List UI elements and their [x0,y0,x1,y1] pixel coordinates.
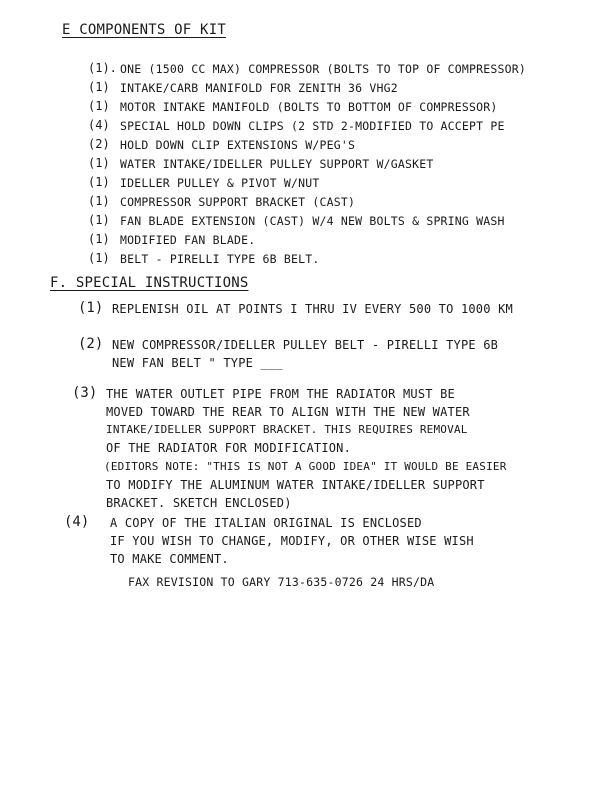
section-f-heading: F. SPECIAL INSTRUCTIONS [50,275,249,291]
instruction-line: IF YOU WISH TO CHANGE, MODIFY, OR OTHER WISE WISH [110,534,474,548]
instruction-number: (4) [64,514,90,530]
component-text: WATER INTAKE/IDELLER PULLEY SUPPORT W/GASKET [120,157,434,171]
instruction-line: TO MODIFY THE ALUMINUM WATER INTAKE/IDELLER SUPPORT [106,478,485,492]
component-text: IDELLER PULLEY & PIVOT W/NUT [120,176,320,190]
component-qty: (1). [88,61,117,75]
instruction-line: THE WATER OUTLET PIPE FROM THE RADIATOR MUST BE [106,387,455,401]
instruction-number: (3) [72,385,98,401]
component-qty: (1) [88,194,110,208]
component-text: HOLD DOWN CLIP EXTENSIONS W/PEG'S [120,138,356,152]
instruction-line: (EDITORS NOTE: "THIS IS NOT A GOOD IDEA" IT WOULD BE EASIER [104,460,507,473]
instruction-line: REPLENISH OIL AT POINTS I THRU IV EVERY 500 TO 1000 KM [112,302,513,316]
component-text: ONE (1500 CC MAX) COMPRESSOR (BOLTS TO TOP OF COMPRESSOR) [120,62,527,76]
instruction-number: (2) [78,336,104,352]
component-qty: (1) [88,213,110,227]
component-text: FAN BLADE EXTENSION (CAST) W/4 NEW BOLTS & SPRING WASH [120,214,505,228]
component-qty: (1) [88,80,110,94]
component-qty: (1) [88,99,110,113]
component-qty: (1) [88,251,110,265]
component-text: SPECIAL HOLD DOWN CLIPS (2 STD 2-MODIFIED TO ACCEPT PE [120,119,505,133]
component-qty: (2) [88,137,110,151]
instruction-line: NEW COMPRESSOR/IDELLER PULLEY BELT - PIRELLI TYPE 6B [112,338,499,352]
instruction-line: INTAKE/IDELLER SUPPORT BRACKET. THIS REQUIRES REMOVAL [106,423,468,436]
component-text: INTAKE/CARB MANIFOLD FOR ZENITH 36 VHG2 [120,81,398,95]
component-qty: (1) [88,156,110,170]
fax-revision-note: FAX REVISION TO GARY 713-635-0726 24 HRS/DA [128,575,435,589]
instruction-line: OF THE RADIATOR FOR MODIFICATION. [106,441,352,455]
component-text: MOTOR INTAKE MANIFOLD (BOLTS TO BOTTOM OF COMPRESSOR) [120,100,498,114]
component-text: MODIFIED FAN BLADE. [120,233,256,247]
instruction-line: NEW FAN BELT " TYPE ___ [112,356,283,370]
instruction-line: A COPY OF THE ITALIAN ORIGINAL IS ENCLOSED [110,516,422,530]
component-qty: (1) [88,175,110,189]
instruction-number: (1) [78,300,104,316]
component-text: COMPRESSOR SUPPORT BRACKET (CAST) [120,195,356,209]
instruction-line: BRACKET. SKETCH ENCLOSED) [106,496,292,510]
component-qty: (1) [88,232,110,246]
component-qty: (4) [88,118,110,132]
instruction-line: TO MAKE COMMENT. [110,552,229,566]
component-text: BELT - PIRELLI TYPE 6B BELT. [120,252,320,266]
instruction-line: MOVED TOWARD THE REAR TO ALIGN WITH THE NEW WATER [106,405,470,419]
section-e-heading: E COMPONENTS OF KIT [62,22,226,38]
